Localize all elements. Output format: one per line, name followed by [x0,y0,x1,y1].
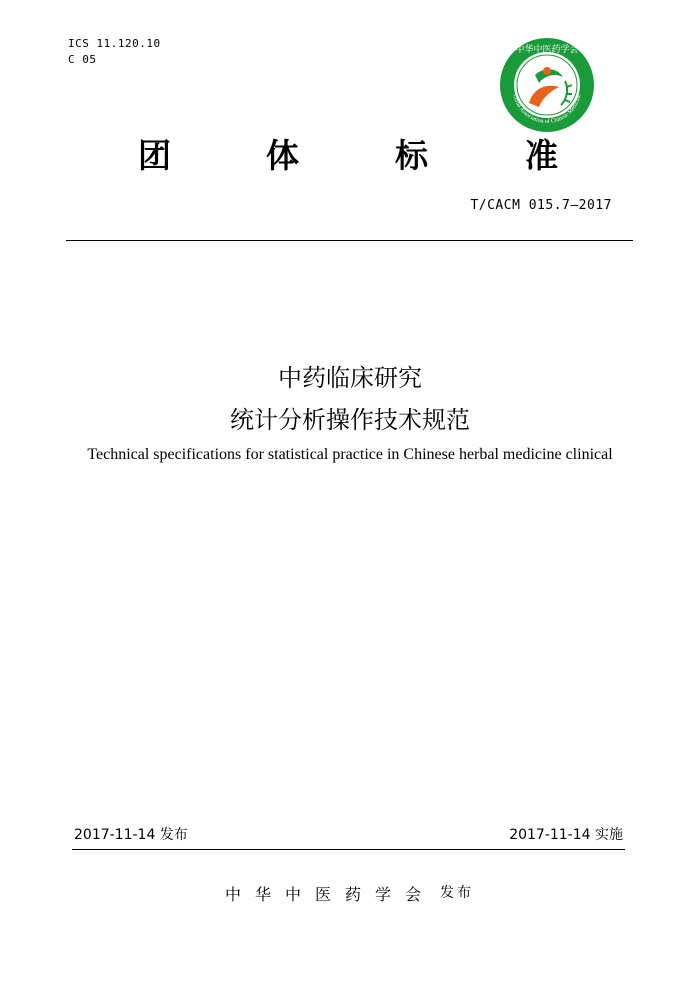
classification-codes [68,36,161,68]
standard-type-heading [0,130,700,180]
title-cn-line1: 中药临床研究 [278,364,422,392]
standard-type-char: 准 [525,136,558,175]
title-en: Technical specifications for statistical practice in Chinese herbal medicine clinical [87,446,613,463]
title-cn-line2: 统计分析操作技术规范 [230,406,470,434]
cacm-logo [499,37,595,133]
ccs-code: C 05 [68,53,97,66]
standard-type-char: 体 [266,136,299,175]
bottom-divider [72,849,625,850]
standard-type-char: 团 [138,136,171,175]
svg-text:中华中医药学会: 中华中医药学会 [515,45,579,55]
publisher-name: 中华中医药学会 [225,885,436,904]
top-divider [66,240,633,241]
implementation-date: 2017-11-14 实施 [509,827,623,843]
publish-label: 发布 [440,885,474,901]
ics-code: ICS 11.120.10 [68,37,161,50]
cacm-emblem-icon [499,37,595,133]
standard-type-char: 标 [395,136,428,175]
document-number: T/CACM 015.7—2017 [470,198,612,213]
issue-date: 2017-11-14 发布 [74,827,188,843]
svg-text:China Association of Chinese M: China Association of Chinese Medicine [511,93,583,126]
